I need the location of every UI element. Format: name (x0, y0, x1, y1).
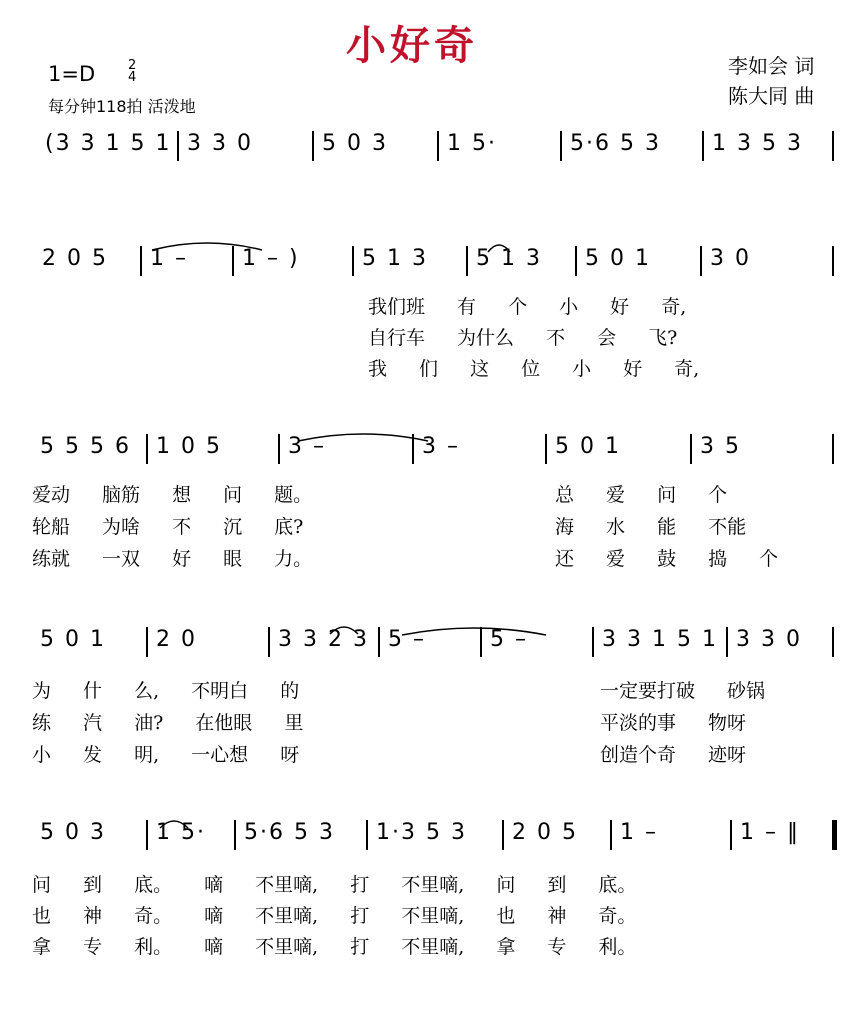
time-signature: 2 4 (128, 58, 137, 85)
slur (488, 245, 510, 252)
lyric-line: 爱动 脑筋 想 问 题。 (32, 484, 313, 506)
lyric-line: 练就 一双 好 眼 力。 (32, 548, 313, 570)
measure: 1 0 5 (156, 434, 222, 459)
measure: (3 3 1 5 1 (45, 131, 172, 156)
lyric-line: 我们班 有 个 小 好 奇, (368, 296, 687, 318)
measure: 3 – (288, 434, 326, 459)
measure: 1 – (620, 820, 658, 845)
lyric-line-right: 总 爱 问 个 (555, 484, 728, 506)
measure: 3 5 (700, 434, 741, 459)
lyric-line: 小 发 明, 一心想 呀 (32, 744, 300, 766)
slur (152, 243, 262, 250)
measure: 3 3 0 (736, 627, 802, 652)
measure: 5 0 1 (555, 434, 621, 459)
measure: 5 0 3 (322, 131, 388, 156)
lyric-line: 自行车 为什么 不 会 飞? (368, 327, 678, 349)
song-title: 小好奇 (346, 22, 478, 69)
lyric-line: 也 神 奇。 嘀 不里嘀, 打 不里嘀, 也 神 奇。 (32, 905, 637, 927)
lyric-line: 轮船 为啥 不 沉 底? (32, 516, 304, 538)
measure: 1·3 5 3 (376, 820, 467, 845)
measure: 1 – ) (242, 246, 300, 271)
slur (160, 821, 188, 828)
lyric-line: 为 什 么, 不明白 的 (32, 680, 300, 702)
measure: 1 5· (447, 131, 497, 156)
measure: 1 – ‖ (740, 820, 800, 845)
slur (298, 434, 428, 441)
tempo-marking: 每分钟118拍 活泼地 (48, 97, 196, 116)
lyricist: 李如会 词 (728, 54, 815, 78)
measure: 2 0 5 (512, 820, 578, 845)
lyric-line: 练 汽 油? 在他眼 里 (32, 712, 304, 734)
measure: 3 0 (710, 246, 751, 271)
measure: 5 0 1 (40, 627, 106, 652)
measure: 1 5· (156, 820, 206, 845)
lyric-line: 问 到 底。 嘀 不里嘀, 打 不里嘀, 问 到 底。 (32, 874, 637, 896)
measure: 5·6 5 3 (570, 131, 661, 156)
measure: 3 – (422, 434, 460, 459)
measure: 2 0 5 (42, 246, 108, 271)
lyric-line-right: 海 水 能 不能 (555, 516, 747, 538)
composer: 陈大同 曲 (728, 84, 815, 108)
measure: 3 3 2 3 (278, 627, 369, 652)
measure: 5 – (388, 627, 426, 652)
measure: 5 – (490, 627, 528, 652)
measure: 5 1 3 (476, 246, 542, 271)
lyric-line: 我 们 这 位 小 好 奇, (368, 358, 700, 380)
lyric-line-right: 创造个奇 迹呀 (600, 744, 747, 766)
measure: 5·6 5 3 (244, 820, 335, 845)
key-signature: 1=D (48, 62, 96, 86)
measure: 5 0 1 (585, 246, 651, 271)
lyric-line-right: 还 爱 鼓 捣 个 (555, 548, 779, 570)
slur (330, 627, 358, 634)
measure: 5 0 3 (40, 820, 106, 845)
measure: 5 1 3 (362, 246, 428, 271)
measure: 3 3 0 (187, 131, 253, 156)
lyric-line-right: 一定要打破 砂锅 (600, 680, 766, 702)
measure: 5 5 5 6 (40, 434, 131, 459)
measure: 1 3 5 3 (712, 131, 803, 156)
lyric-line: 拿 专 利。 嘀 不里嘀, 打 不里嘀, 拿 专 利。 (32, 936, 637, 958)
lyric-line-right: 平淡的事 物呀 (600, 712, 747, 734)
measure: 2 0 (156, 627, 197, 652)
measure: 1 – (150, 246, 188, 271)
slur (402, 628, 546, 635)
measure: 3 3 1 5 1 (602, 627, 718, 652)
